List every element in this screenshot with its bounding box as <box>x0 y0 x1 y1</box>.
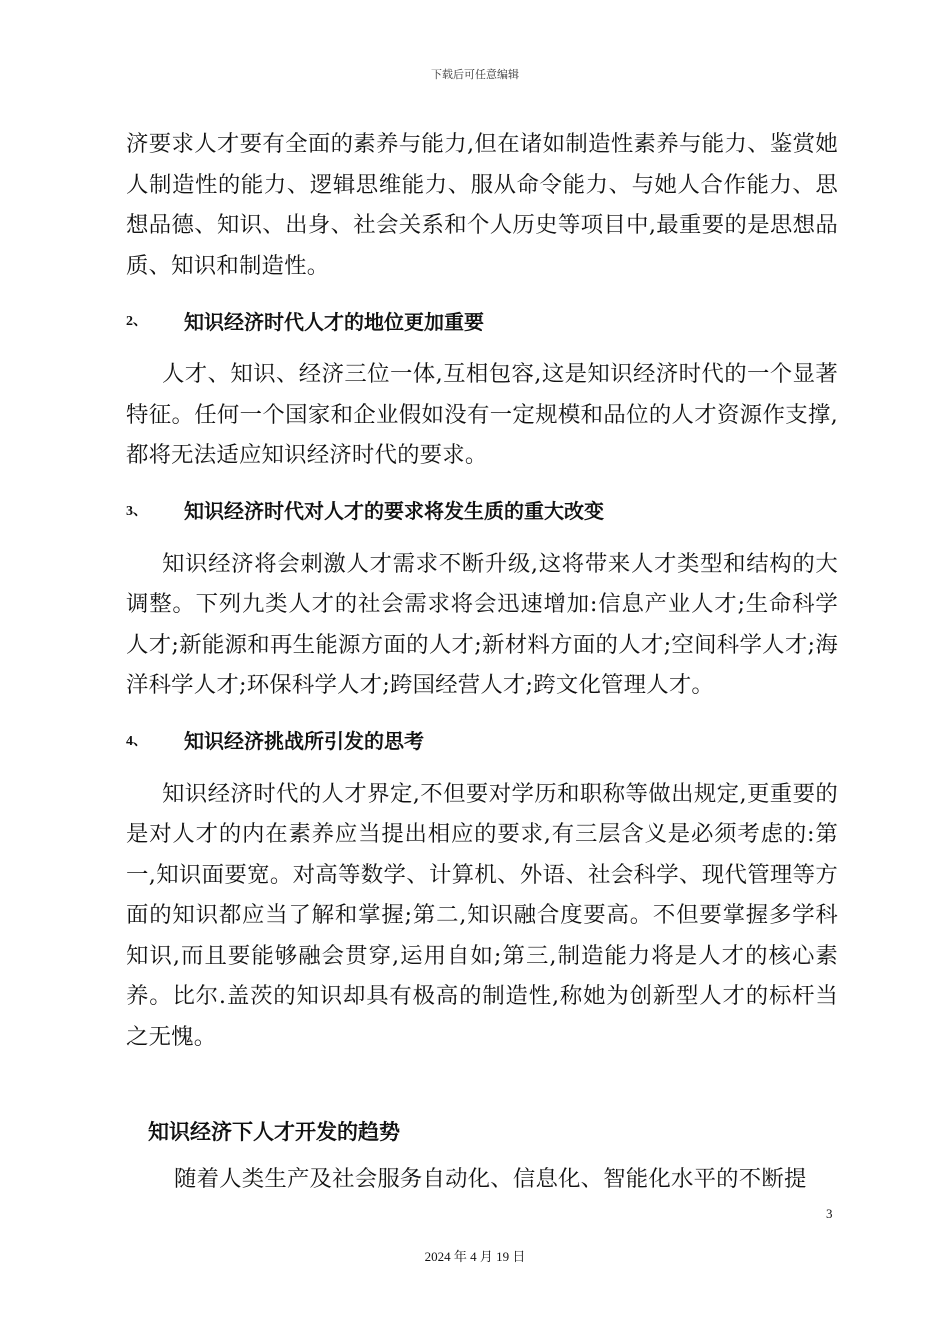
page-header: 下载后可任意编辑 <box>431 68 519 81</box>
page-footer-date: 2024 年 4 月 19 日 <box>424 1249 526 1264</box>
section-heading-4 <box>126 720 838 760</box>
intro-paragraph: 济要求人才要有全面的素养与能力,但在诸如制造性素养与能力、鉴赏她人制造性的能力、逻辑思维能力、服从命令能力、与她人合作能力、思想品德、知识、出身、社会关系和个人历史等项目中,最重要的是思想品质、知识和制造性。 <box>126 131 838 279</box>
trend-paragraph: 随着人类生产及社会服务自动化、信息化、智能化水平的不断提 <box>174 1166 807 1192</box>
section-title: 知识经济时代对人才的要求将发生质的重大改变 <box>184 499 604 523</box>
section-number: 2、 <box>126 314 147 329</box>
section-paragraph: 人才、知识、经济三位一体,互相包容,这是知识经济时代的一个显著特征。任何一个国家和企业假如没有一定规模和品位的人才资源作支撑,都将无法适应知识经济时代的要求。 <box>126 361 838 468</box>
section-title: 知识经济挑战所引发的思考 <box>184 729 424 753</box>
section-heading-3 <box>126 490 838 530</box>
section-title: 知识经济时代人才的地位更加重要 <box>184 309 484 334</box>
trend-section-title: 知识经济下人才开发的趋势 <box>148 1119 400 1144</box>
section-paragraph: 知识经济时代的人才界定,不但要对学历和职称等做出规定,更重要的是对人才的内在素养应当提出相应的要求,有三层含义是必须考虑的:第一,知识面要宽。对高等数学、计算机、外语、社会科学、现代管理等方面的知识都应当了解和掌握;第二,知识融合度要高。不但要掌握多学科知识,而且要能够融会贯穿,运用自如;第三,制造能力将是人才的核心素养。比尔.盖茨的知识却具有极高的制造性,称她为创新型人才的标杆当之无愧。 <box>126 780 838 1050</box>
section-number: 4、 <box>126 733 147 749</box>
section-paragraph: 知识经济将会刺激人才需求不断升级,这将带来人才类型和结构的大调整。下列九类人才的社会需求将会迅速增加:信息产业人才;生命科学人才;新能源和再生能源方面的人才;新材料方面的人才;空间科学人才;海洋科学人才;环保科学人才;跨国经营人才;跨文化管理人才。 <box>126 550 838 698</box>
document-body <box>126 124 838 1200</box>
section-number: 3、 <box>126 503 147 519</box>
section-heading-2 <box>126 300 838 340</box>
page-number: 3 <box>826 1206 833 1221</box>
